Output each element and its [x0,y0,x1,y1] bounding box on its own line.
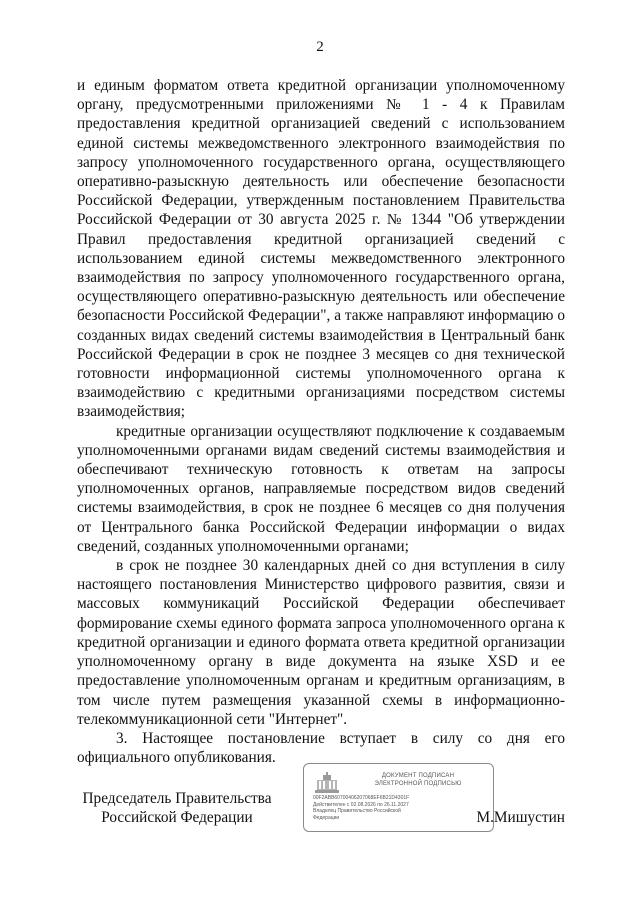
stamp-owner-continued: Федерации [313,814,340,821]
paragraph-ministry-deadline: в срок не позднее 30 календарных дней со дня вступления в силу настоящего постановления Министерство цифрового развития, связи и массовых коммуникаций Российской Федерации обеспечивает формирование схемы единого формата запроса уполномоченного органа к кредитной организации и единого формата ответа кредитной организации уполномоченному органу в виде документа на языке XSD и ее предоставление уполномоченным органам и кредитным организациям, в том числе путем размещения указанной схемы в информационно-телекоммуникационной сети "Интернет". [77,557,565,728]
paragraph-entry-into-force: 3. Настоящее постановление вступает в силу со дня его официального опубликования. [77,729,565,767]
page-number: 2 [316,39,324,55]
signer-position-line2: Российской Федерации [101,809,253,827]
electronic-signature-stamp [303,763,494,832]
signer-position-line1: Председатель Правительства [82,790,272,807]
paragraph-continuation: и единым форматом ответа кредитной организации уполномоченному органу, предусмотренными приложениями № 1 - 4 к Правилам предоставления кредитной организацией сведений с использованием единой системы межведомственного электронного взаимодействия по запросу уполномоченного государственного органа, осуществляющего оперативно-разыскную деятельность или обеспечение безопасности Российской Федерации, утвержденным постановлением Правительства Российской Федерации от 30 августа 2025 г. № 1344 "Об утверждении Правил предоставления кредитной организацией сведений с использованием единой системы межведомственного электронного взаимодействия по запросу уполномоченного государственного органа, осуществляющего оперативно-разыскную деятельность или обеспечение безопасности Российской Федерации", а также направляют информацию о созданных видах сведений системы взаимодействия в Центральный банк Российской Федерации в срок не позднее 3 месяцев со дня технической готовности информационной системы уполномоченного органа к взаимодействию с кредитными организациями посредством системы взаимодействия; [77,77,565,421]
stamp-certificate: 00F2ABB60700406207068EF6B21D4301F [313,795,410,801]
stamp-validity: Действителен с 02.08.2026 по 26.11.2027 [313,801,409,808]
stamp-title-line1: ДОКУМЕНТ ПОДПИСАН [381,773,455,779]
signer-position [77,789,277,827]
document-body [77,76,565,767]
stamp-title [348,773,488,788]
stamp-details [313,795,491,821]
signer-name: М.Мишустин [476,809,565,826]
paragraph-credit-organizations: кредитные организации осуществляют подключение к создаваемым уполномоченными органами видам сведений системы взаимодействия и обеспечивают техническую готовность к ответам на запросы уполномоченных органов, направляемые посредством видов сведений системы взаимодействия, в срок не позднее 6 месяцев со дня получения от Центрального банка Российской Федерации информации о видах сведений, созданных уполномоченными органами; [77,422,565,555]
stamp-owner: Владелец Правительство Российской [313,808,401,815]
government-building-icon [314,772,340,794]
stamp-title-line2: ЭЛЕКТРОННОЙ ПОДПИСЬЮ [374,780,462,787]
